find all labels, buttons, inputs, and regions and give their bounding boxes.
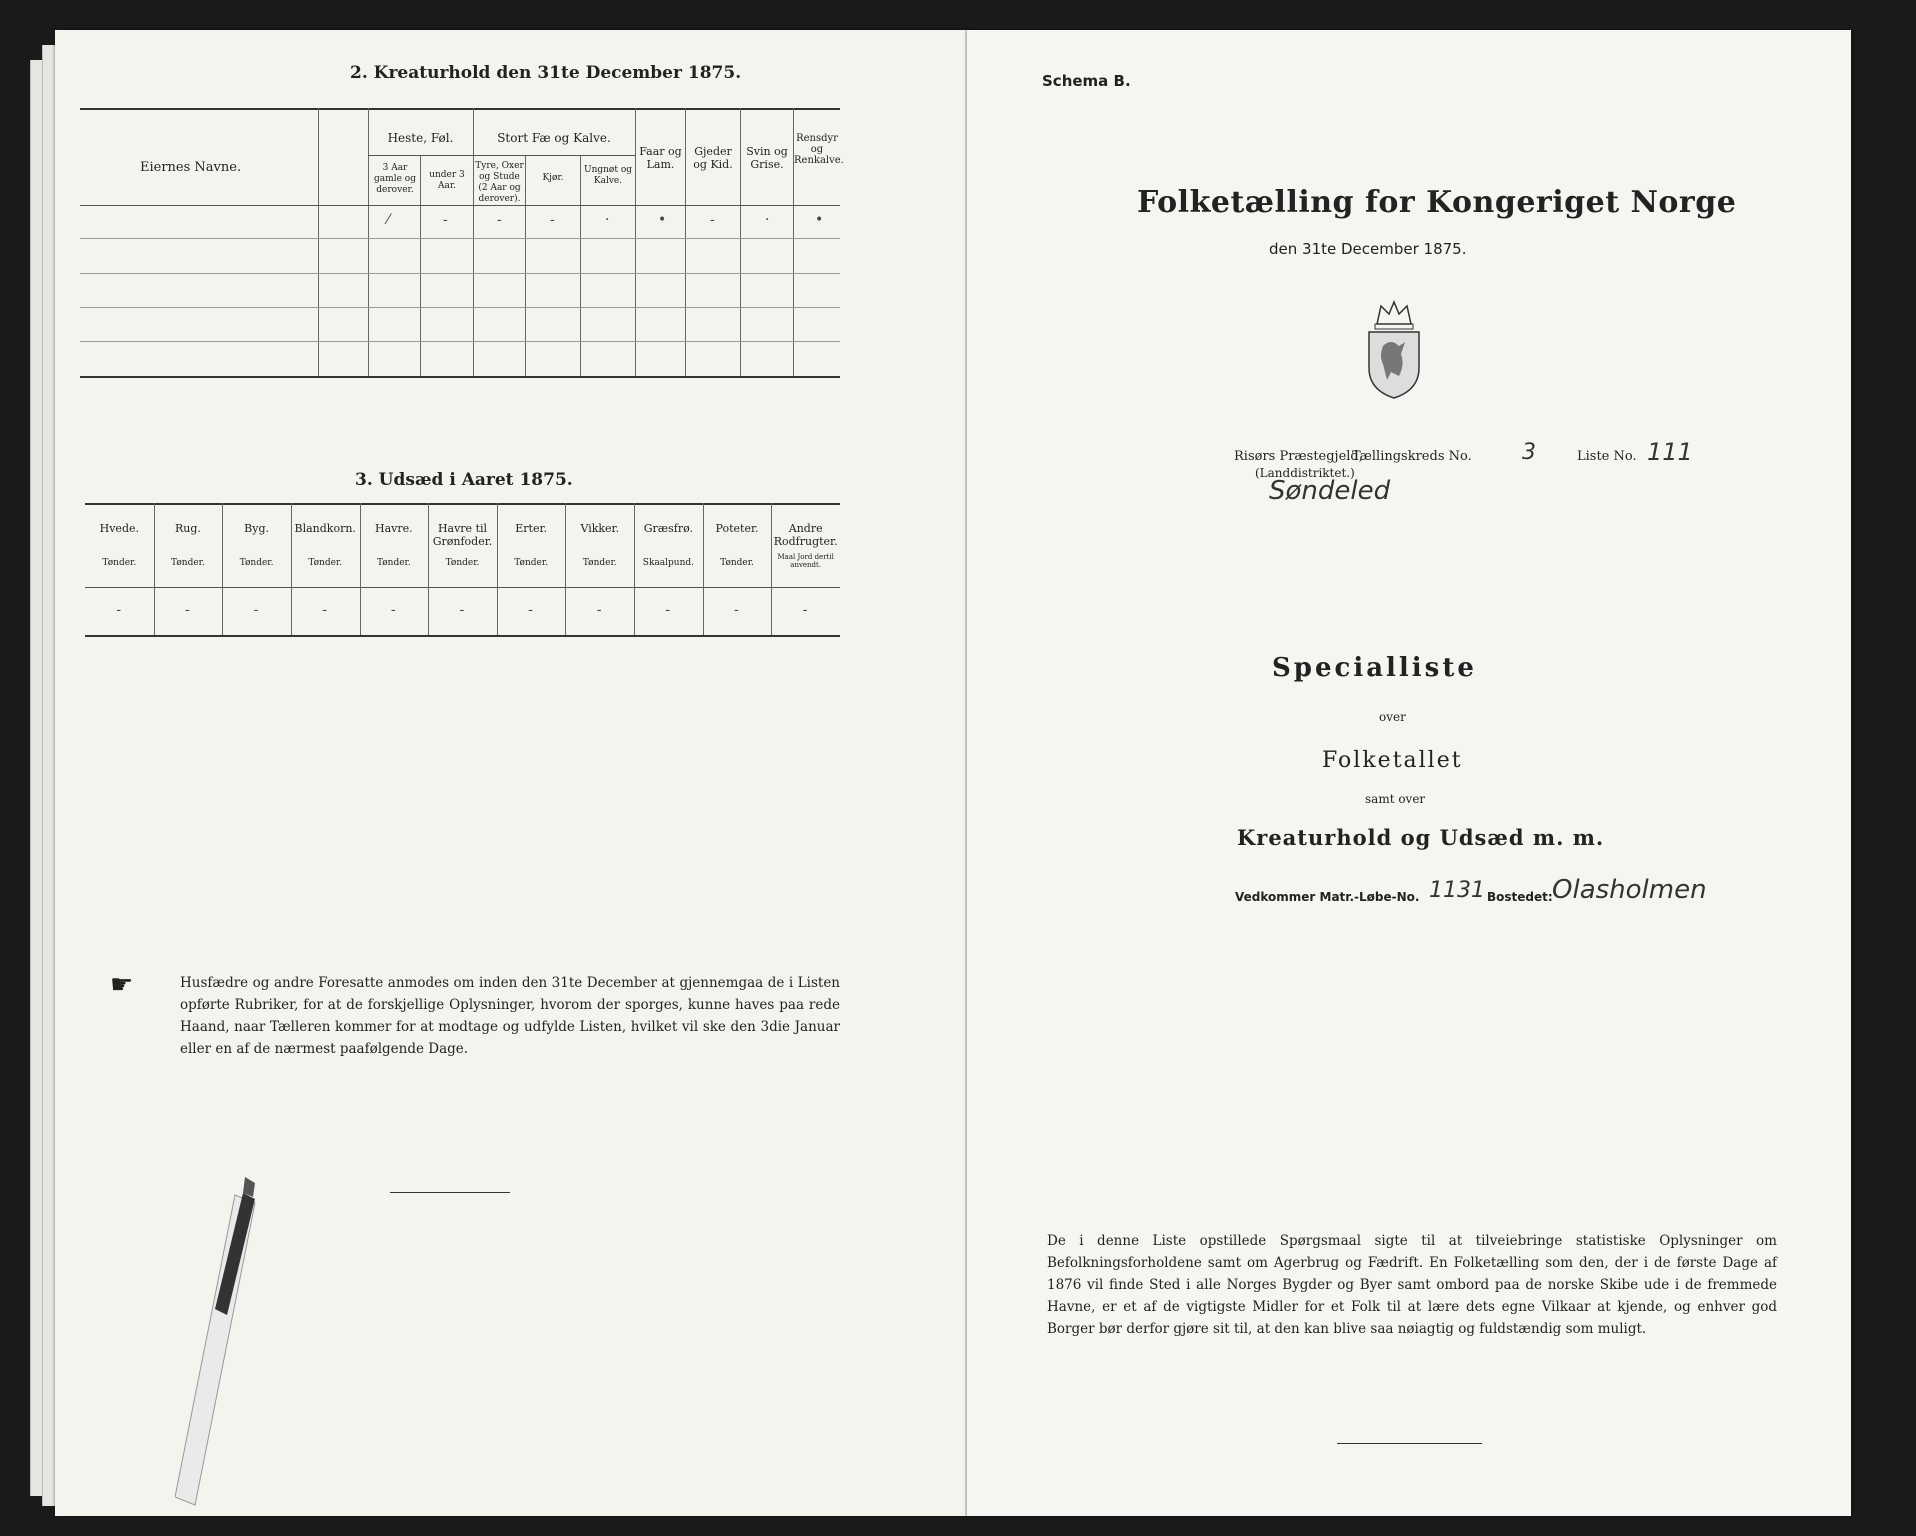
table3-col-unit: Tønder.: [102, 558, 137, 568]
table2-divider: [525, 155, 526, 376]
table3-col-header: Andre Rodfrugter.: [773, 522, 838, 548]
counting-label: Tællingskreds No.: [1352, 449, 1472, 464]
parish-label: Risørs Præstegjeld,: [1234, 449, 1363, 464]
list-number: 111: [1647, 438, 1693, 466]
footer-rule: [390, 1192, 510, 1193]
right-notice: De i denne Liste opstillede Spørgsmaal sigte til at tilveiebringe statistiske Oplysninger om Befolkningsforholdene samt om Agerbrug og Fædrift. En Folketælling som den, der i de første Dage af 1876 vil finde Sted i alle Norges Bygder og Byer samt ombord paa de norske Skibe ude i de fremmede Havne, er et af de vigtigste Midler for et Folk til at lære dets egne Vilkaar at kjende, og enhver god Borger bør derfor gjøre sit til, at den kan blive saa nøiagtig og fuldstændig som muligt.: [1047, 1233, 1777, 1337]
table2-divider: [318, 108, 319, 376]
document-date: den 31te December 1875.: [1269, 240, 1467, 258]
tick-mark: -: [596, 602, 602, 618]
bosted-handwritten: Olasholmen: [1552, 875, 1707, 905]
tick-mark: -: [497, 212, 502, 228]
pointing-hand-icon: ☛: [110, 970, 134, 1000]
table3-col-unit: Tønder.: [171, 558, 205, 568]
table2-divider: [473, 108, 474, 376]
rensdyr-header: Rensdyr og Renkalve.: [794, 133, 844, 166]
tick-mark: -: [710, 212, 715, 228]
tick-mark: •: [815, 212, 824, 228]
table3-col-header: Erter.: [515, 522, 547, 535]
tick-mark: -: [322, 602, 327, 618]
tick-mark: ·: [605, 212, 610, 228]
table2-header-rule: [80, 205, 840, 206]
tick-mark: -: [802, 602, 808, 618]
matr-number: 1131: [1429, 878, 1485, 903]
over-label: over: [1379, 710, 1406, 724]
footer-rule: [1337, 1443, 1482, 1444]
stort-sub3: Ungnøt og Kalve.: [583, 165, 632, 186]
table2-subheader-rule: [368, 155, 635, 156]
tick-mark: -: [528, 602, 533, 618]
district-label: (Landdistriktet.): [1255, 466, 1355, 480]
tick-mark: -: [443, 212, 448, 228]
table3-col-header: Poteter.: [715, 522, 759, 535]
stort-sub2: Kjør.: [542, 173, 564, 183]
tick-mark: -: [665, 602, 671, 618]
table3-col-header: Byg.: [244, 522, 269, 535]
table2-divider: [580, 155, 581, 376]
specialliste-heading: Specialliste: [1272, 653, 1477, 683]
left-page: [55, 30, 967, 1516]
tick-mark: ·: [765, 212, 770, 228]
table3-bottom-rule: [85, 635, 840, 637]
heste-sub1: 3 Aar gamle og derover.: [374, 163, 416, 195]
tick-mark: -: [459, 602, 465, 618]
kreaturhold-heading: Kreaturhold og Udsæd m. m.: [1237, 825, 1605, 850]
tick-mark: ⁄: [387, 212, 390, 228]
right-page: [967, 30, 1851, 1516]
pen-icon: [175, 1175, 295, 1521]
table2-bottom-rule: [80, 376, 840, 378]
heste-header: Heste, Føl.: [387, 131, 454, 145]
tick-mark: -: [253, 602, 259, 618]
table3-top-rule: [85, 503, 840, 505]
table3-col-unit: Tønder.: [720, 558, 754, 568]
matr-label: Vedkommer Matr.-Løbe-No.: [1235, 890, 1420, 904]
table3-col-header: Græsfrø.: [643, 522, 694, 535]
place-handwritten: Søndeled: [1269, 476, 1391, 506]
section3-title: 3. Udsæd i Aaret 1875.: [355, 470, 573, 490]
owner-names-header: Eiernes Navne.: [140, 160, 242, 175]
counting-number: 3: [1522, 440, 1536, 465]
table2-row-rule: [80, 341, 840, 342]
table3-col-unit: Tønder.: [239, 558, 274, 568]
table3-col-header: Havre til Grønfoder.: [432, 522, 493, 548]
list-label: Liste No.: [1577, 449, 1637, 464]
table3-col-header: Havre.: [375, 522, 413, 535]
tick-mark: -: [390, 602, 396, 618]
table3-col-unit: Tønder.: [582, 558, 617, 568]
table3-col-header: Rug.: [174, 522, 201, 535]
document-title: Folketælling for Kongeriget Norge: [1137, 185, 1737, 220]
table3-col-unit: Tønder.: [308, 558, 343, 568]
table3-col-header: Vikker.: [580, 522, 620, 535]
coat-of-arms-icon: [1361, 298, 1427, 400]
gjeder-header: Gjeder og Kid.: [693, 145, 733, 171]
table2-row-rule: [80, 273, 840, 274]
schema-label: Schema B.: [1042, 72, 1131, 90]
table3-col-unit: Skaalpund.: [642, 558, 694, 568]
faar-header: Faar og Lam.: [639, 145, 682, 171]
table2-divider: [368, 108, 369, 376]
folketallet-heading: Folketallet: [1322, 748, 1463, 773]
tick-mark: -: [734, 602, 739, 618]
table2-row-rule: [80, 307, 840, 308]
table2-top-rule: [80, 108, 840, 110]
table2-row-rule: [80, 238, 840, 239]
left-notice: Husfædre og andre Foresatte anmodes om inden den 31te December at gjennemgaa de i Listen opførte Rubriker, for at de forskjellige Oplysninger, hvorom der sporges, kunne haves paa rede Haand, naar Tælleren kommer for at modtage og udfylde Listen, hvilket vil ske den 3die Januar eller en af de nærmest paafølgende Dage.: [180, 975, 840, 1057]
section2-title: 2. Kreaturhold den 31te December 1875.: [350, 63, 742, 83]
tick-mark: •: [658, 212, 667, 228]
table3-header-rule: [85, 587, 840, 588]
tick-mark: -: [550, 212, 555, 228]
stort-sub1: Tyre, Oxer og Stude (2 Aar og derover).: [475, 161, 524, 204]
table3-col-header: Blandkorn.: [294, 522, 356, 535]
table3-col-unit: Maal Jord dertil anvendt.: [777, 553, 834, 569]
table3-col-unit: Tønder.: [514, 558, 549, 568]
svin-header: Svin og Grise.: [746, 145, 788, 171]
tick-mark: -: [184, 602, 190, 618]
table3-col-header: Hvede.: [99, 522, 139, 535]
table3-col-unit: Tønder.: [445, 558, 480, 568]
table3-col-unit: Tønder.: [376, 558, 411, 568]
samt-over-label: samt over: [1365, 792, 1426, 806]
stort-fae-header: Stort Fæ og Kalve.: [497, 131, 611, 145]
tick-mark: -: [116, 602, 122, 618]
bosted-label: Bostedet:: [1487, 890, 1553, 904]
heste-sub2: under 3 Aar.: [429, 170, 465, 191]
